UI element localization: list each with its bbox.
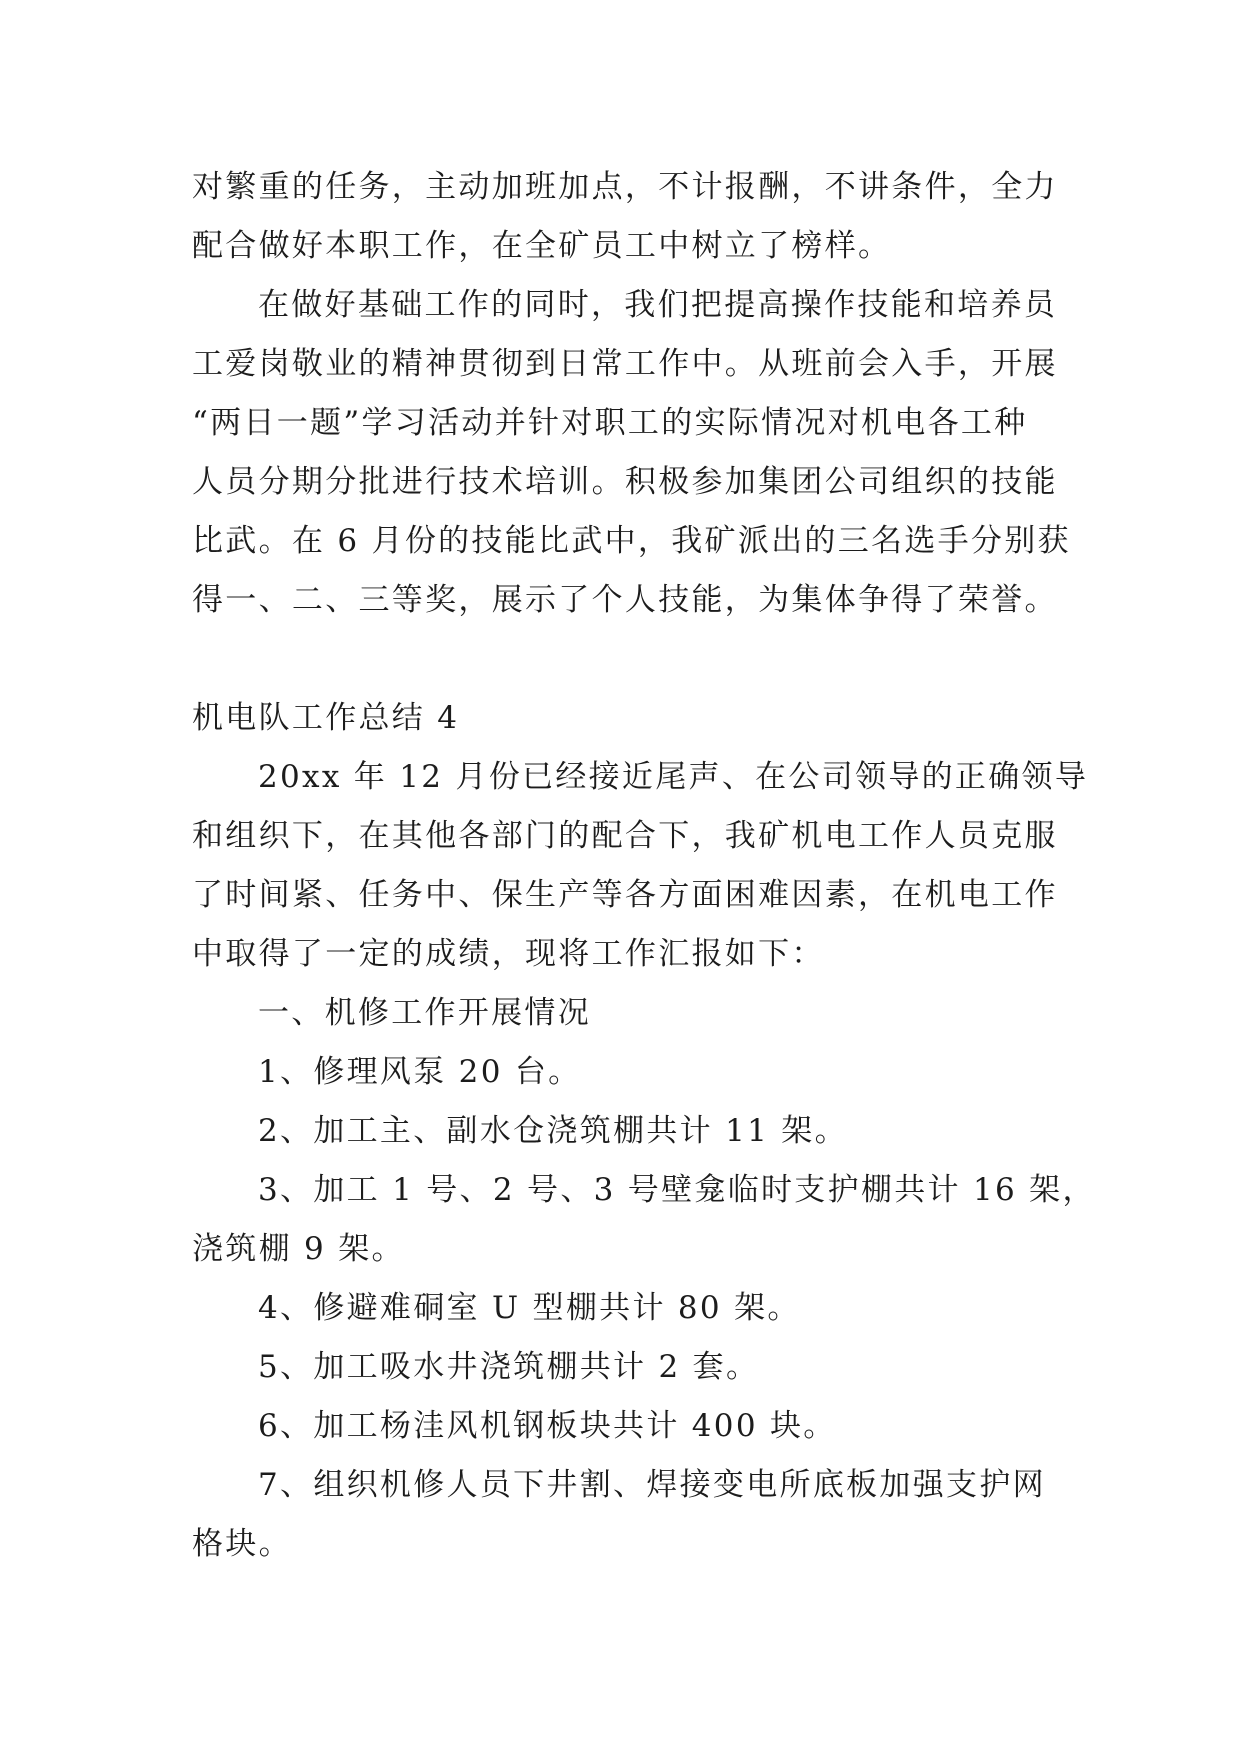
list-item-continuation: 浇筑棚 9 架。	[192, 1231, 405, 1267]
text-line: 人员分期分批进行技术培训。积极参加集团公司组织的技能	[192, 464, 1058, 500]
intro-paragraph	[192, 748, 1092, 984]
list-item-continuation: 格块。	[192, 1526, 292, 1562]
text-line: 对繁重的任务，主动加班加点，不计报酬，不讲条件，全力	[192, 169, 1058, 205]
text-line: 配合做好本职工作，在全矿员工中树立了榜样。	[192, 228, 892, 264]
list-item: 5、加工吸水井浇筑棚共计 2 套。	[258, 1349, 760, 1385]
text-line: 工爱岗敬业的精神贯彻到日常工作中。从班前会入手，开展	[192, 346, 1058, 382]
text-line: 20xx 年 12 月份已经接近尾声、在公司领导的正确领导	[258, 759, 1089, 795]
text-line: 得一、二、三等奖，展示了个人技能，为集体争得了荣誉。	[192, 582, 1058, 618]
list-item: 4、修避难硐室 U 型棚共计 80 架。	[258, 1290, 801, 1326]
list-item: 6、加工杨洼风机钢板块共计 400 块。	[258, 1408, 837, 1444]
text-line: 在做好基础工作的同时，我们把提高操作技能和培养员	[258, 287, 1058, 323]
list-item: 3、加工 1 号、2 号、3 号壁龛临时支护棚共计 16 架，	[258, 1172, 1096, 1208]
text-line: 和组织下，在其他各部门的配合下，我矿机电工作人员克服	[192, 818, 1058, 854]
document-body	[192, 158, 1096, 1574]
continued-paragraph	[192, 158, 1092, 276]
text-line: 中取得了一定的成绩，现将工作汇报如下：	[192, 936, 825, 972]
text-line: 比武。在 6 月份的技能比武中，我矿派出的三名选手分别获	[192, 523, 1071, 559]
list-item: 7、组织机修人员下井割、焊接变电所底板加强支护网	[258, 1467, 1046, 1503]
work-item-list	[192, 1043, 1096, 1574]
list-item: 2、加工主、副水仓浇筑棚共计 11 架。	[258, 1113, 848, 1149]
text-line: 了时间紧、任务中、保生产等各方面困难因素，在机电工作	[192, 877, 1058, 913]
list-item: 1、修理风泵 20 台。	[258, 1054, 582, 1090]
text-line: “两日一题”学习活动并针对职工的实际情况对机电各工种	[192, 405, 1028, 441]
subheading: 一、机修工作开展情况	[258, 995, 591, 1031]
section-title: 机电队工作总结 4	[192, 700, 460, 736]
paragraph-gap	[192, 630, 1092, 689]
skills-paragraph	[192, 276, 1092, 630]
